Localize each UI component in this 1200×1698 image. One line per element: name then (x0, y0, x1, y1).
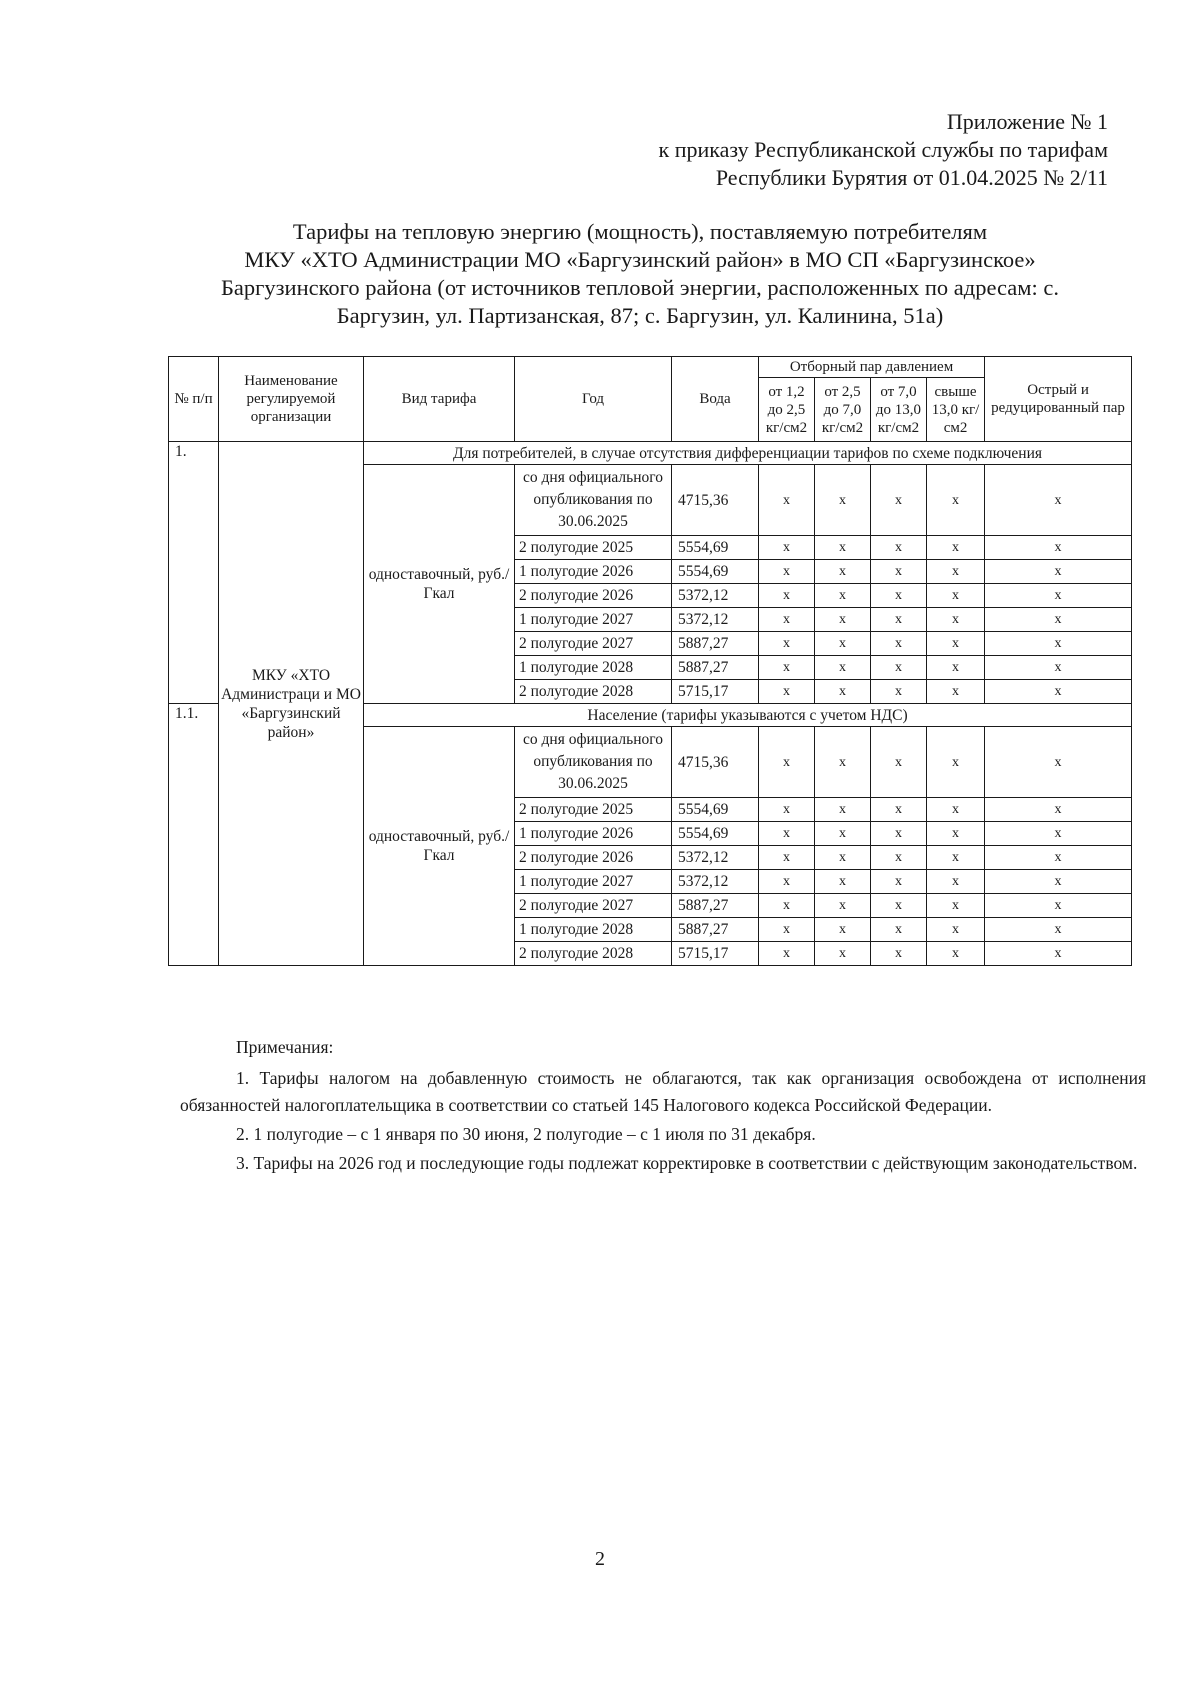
water-cell: 4715,36 (672, 727, 759, 798)
year-cell: 1 полугодие 2026 (515, 822, 672, 846)
year-cell: 2 полугодие 2027 (515, 894, 672, 918)
steam-4-cell: х (927, 632, 985, 656)
year-cell: со дня официального опубликования по 30.06.2025 (515, 727, 672, 798)
sharp-steam-cell: х (985, 846, 1132, 870)
document-title (160, 218, 1120, 330)
water-cell: 5554,69 (672, 798, 759, 822)
steam-2-cell: х (815, 846, 871, 870)
steam-2-cell: х (815, 870, 871, 894)
sharp-steam-cell: х (985, 536, 1132, 560)
steam-1-cell: х (759, 727, 815, 798)
steam-2-cell: х (815, 632, 871, 656)
water-cell: 5372,12 (672, 870, 759, 894)
water-cell: 5554,69 (672, 822, 759, 846)
title-line-4: Баргузин, ул. Партизанская, 87; с. Баргузин, ул. Калинина, 51а) (336, 303, 944, 328)
water-cell: 5372,12 (672, 584, 759, 608)
steam-3-cell: х (871, 846, 927, 870)
steam-3-cell: х (871, 608, 927, 632)
note-item: 2. 1 полугодие – с 1 января по 30 июня, 2 полугодие – с 1 июля по 31 декабря. (236, 1124, 816, 1144)
year-cell: 2 полугодие 2026 (515, 584, 672, 608)
steam-1-cell: х (759, 918, 815, 942)
water-cell: 5887,27 (672, 632, 759, 656)
header-water: Вода (672, 357, 759, 442)
header-steam-2: от 2,5 до 7,0 кг/см2 (815, 378, 871, 442)
appendix-header (659, 108, 1108, 192)
sharp-steam-cell: х (985, 632, 1132, 656)
section-number: 1. (169, 442, 219, 704)
steam-4-cell: х (927, 918, 985, 942)
header-steam-3: от 7,0 до 13,0 кг/см2 (871, 378, 927, 442)
steam-3-cell: х (871, 918, 927, 942)
tariff-table (168, 356, 1132, 966)
title-line-3: Баргузинского района (от источников тепловой энергии, расположенных по адресам: с. (221, 275, 1059, 300)
steam-4-cell: х (927, 608, 985, 632)
steam-2-cell: х (815, 798, 871, 822)
steam-1-cell: х (759, 822, 815, 846)
water-cell: 5715,17 (672, 680, 759, 704)
sharp-steam-cell: х (985, 822, 1132, 846)
steam-3-cell: х (871, 465, 927, 536)
steam-4-cell: х (927, 584, 985, 608)
steam-4-cell: х (927, 536, 985, 560)
steam-1-cell: х (759, 656, 815, 680)
steam-3-cell: х (871, 584, 927, 608)
year-cell: 2 полугодие 2027 (515, 632, 672, 656)
appendix-line-1: Приложение № 1 (946, 109, 1108, 134)
steam-1-cell: х (759, 560, 815, 584)
header-steam-4: свыше 13,0 кг/см2 (927, 378, 985, 442)
steam-2-cell: х (815, 727, 871, 798)
year-cell: со дня официального опубликования по 30.06.2025 (515, 465, 672, 536)
water-cell: 5887,27 (672, 918, 759, 942)
steam-1-cell: х (759, 632, 815, 656)
water-cell: 5715,17 (672, 942, 759, 966)
steam-2-cell: х (815, 894, 871, 918)
sharp-steam-cell: х (985, 870, 1132, 894)
table-header-row (169, 357, 1132, 378)
water-cell: 5554,69 (672, 536, 759, 560)
steam-2-cell: х (815, 536, 871, 560)
header-steam-1: от 1,2 до 2,5 кг/см2 (759, 378, 815, 442)
sharp-steam-cell: х (985, 798, 1132, 822)
year-cell: 1 полугодие 2028 (515, 918, 672, 942)
notes (180, 1034, 1146, 1177)
year-cell: 1 полугодие 2027 (515, 608, 672, 632)
note-item: 3. Тарифы на 2026 год и последующие годы подлежат корректировке в соответствии с действующим законодательством. (236, 1153, 1138, 1173)
steam-1-cell: х (759, 536, 815, 560)
steam-4-cell: х (927, 465, 985, 536)
title-line-1: Тарифы на тепловую энергию (мощность), поставляемую потребителям (292, 219, 988, 244)
steam-2-cell: х (815, 918, 871, 942)
year-cell: 2 полугодие 2025 (515, 536, 672, 560)
water-cell: 5372,12 (672, 608, 759, 632)
steam-2-cell: х (815, 680, 871, 704)
sharp-steam-cell: х (985, 560, 1132, 584)
steam-4-cell: х (927, 727, 985, 798)
steam-1-cell: х (759, 798, 815, 822)
sharp-steam-cell: х (985, 942, 1132, 966)
steam-1-cell: х (759, 465, 815, 536)
organization-name: МКУ «ХТО Администраци и МО «Баргузинский район» (219, 442, 364, 966)
header-sharp-steam: Острый и редуцированный пар (985, 357, 1132, 442)
note-item: 1. Тарифы налогом на добавленную стоимость не облагаются, так как организация освобождена от исполнения обязанностей налогоплательщика в соответствии со статьей 145 Налогового кодекса Российской Федерации. (180, 1068, 1146, 1115)
steam-3-cell: х (871, 894, 927, 918)
steam-4-cell: х (927, 798, 985, 822)
appendix-line-3: Республики Бурятия от 01.04.2025 № 2/11 (715, 165, 1108, 190)
notes-caption: Примечания: (236, 1037, 334, 1057)
steam-3-cell: х (871, 536, 927, 560)
steam-1-cell: х (759, 608, 815, 632)
steam-2-cell: х (815, 584, 871, 608)
water-cell: 5372,12 (672, 846, 759, 870)
steam-4-cell: х (927, 560, 985, 584)
sharp-steam-cell: х (985, 465, 1132, 536)
year-cell: 2 полугодие 2028 (515, 680, 672, 704)
sharp-steam-cell: х (985, 727, 1132, 798)
sharp-steam-cell: х (985, 918, 1132, 942)
year-cell: 1 полугодие 2027 (515, 870, 672, 894)
tariff-kind: одноставочный, руб./Гкал (364, 465, 515, 704)
steam-3-cell: х (871, 680, 927, 704)
water-cell: 5887,27 (672, 894, 759, 918)
steam-2-cell: х (815, 608, 871, 632)
header-steam-group: Отборный пар давлением (759, 357, 985, 378)
sharp-steam-cell: х (985, 894, 1132, 918)
steam-3-cell: х (871, 822, 927, 846)
steam-3-cell: х (871, 727, 927, 798)
steam-2-cell: х (815, 942, 871, 966)
steam-1-cell: х (759, 680, 815, 704)
sharp-steam-cell: х (985, 656, 1132, 680)
sharp-steam-cell: х (985, 608, 1132, 632)
header-org: Наименование регулируемой организации (219, 357, 364, 442)
steam-3-cell: х (871, 798, 927, 822)
steam-3-cell: х (871, 942, 927, 966)
section-number: 1.1. (169, 704, 219, 966)
steam-4-cell: х (927, 942, 985, 966)
steam-1-cell: х (759, 894, 815, 918)
steam-3-cell: х (871, 870, 927, 894)
steam-2-cell: х (815, 822, 871, 846)
steam-4-cell: х (927, 680, 985, 704)
appendix-line-2: к приказу Республиканской службы по тарифам (658, 137, 1108, 162)
sharp-steam-cell: х (985, 584, 1132, 608)
header-year: Год (515, 357, 672, 442)
year-cell: 2 полугодие 2028 (515, 942, 672, 966)
year-cell: 2 полугодие 2026 (515, 846, 672, 870)
steam-4-cell: х (927, 870, 985, 894)
steam-4-cell: х (927, 656, 985, 680)
steam-1-cell: х (759, 942, 815, 966)
steam-2-cell: х (815, 656, 871, 680)
water-cell: 5887,27 (672, 656, 759, 680)
steam-1-cell: х (759, 584, 815, 608)
section-title: Население (тарифы указываются с учетом НДС) (364, 704, 1132, 727)
header-num: № п/п (169, 357, 219, 442)
section-row (169, 442, 1132, 465)
section-title: Для потребителей, в случае отсутствия дифференциации тарифов по схеме подключения (364, 442, 1132, 465)
steam-3-cell: х (871, 632, 927, 656)
year-cell: 1 полугодие 2028 (515, 656, 672, 680)
sharp-steam-cell: х (985, 680, 1132, 704)
year-cell: 1 полугодие 2026 (515, 560, 672, 584)
steam-2-cell: х (815, 560, 871, 584)
steam-1-cell: х (759, 846, 815, 870)
page-number: 2 (595, 1548, 605, 1570)
steam-4-cell: х (927, 846, 985, 870)
steam-3-cell: х (871, 656, 927, 680)
steam-4-cell: х (927, 822, 985, 846)
steam-4-cell: х (927, 894, 985, 918)
steam-2-cell: х (815, 465, 871, 536)
steam-1-cell: х (759, 870, 815, 894)
year-cell: 2 полугодие 2025 (515, 798, 672, 822)
title-line-2: МКУ «ХТО Администрации МО «Баргузинский район» в МО СП «Баргузинское» (244, 247, 1036, 272)
steam-3-cell: х (871, 560, 927, 584)
water-cell: 5554,69 (672, 560, 759, 584)
water-cell: 4715,36 (672, 465, 759, 536)
header-kind: Вид тарифа (364, 357, 515, 442)
tariff-kind: одноставочный, руб./Гкал (364, 727, 515, 966)
